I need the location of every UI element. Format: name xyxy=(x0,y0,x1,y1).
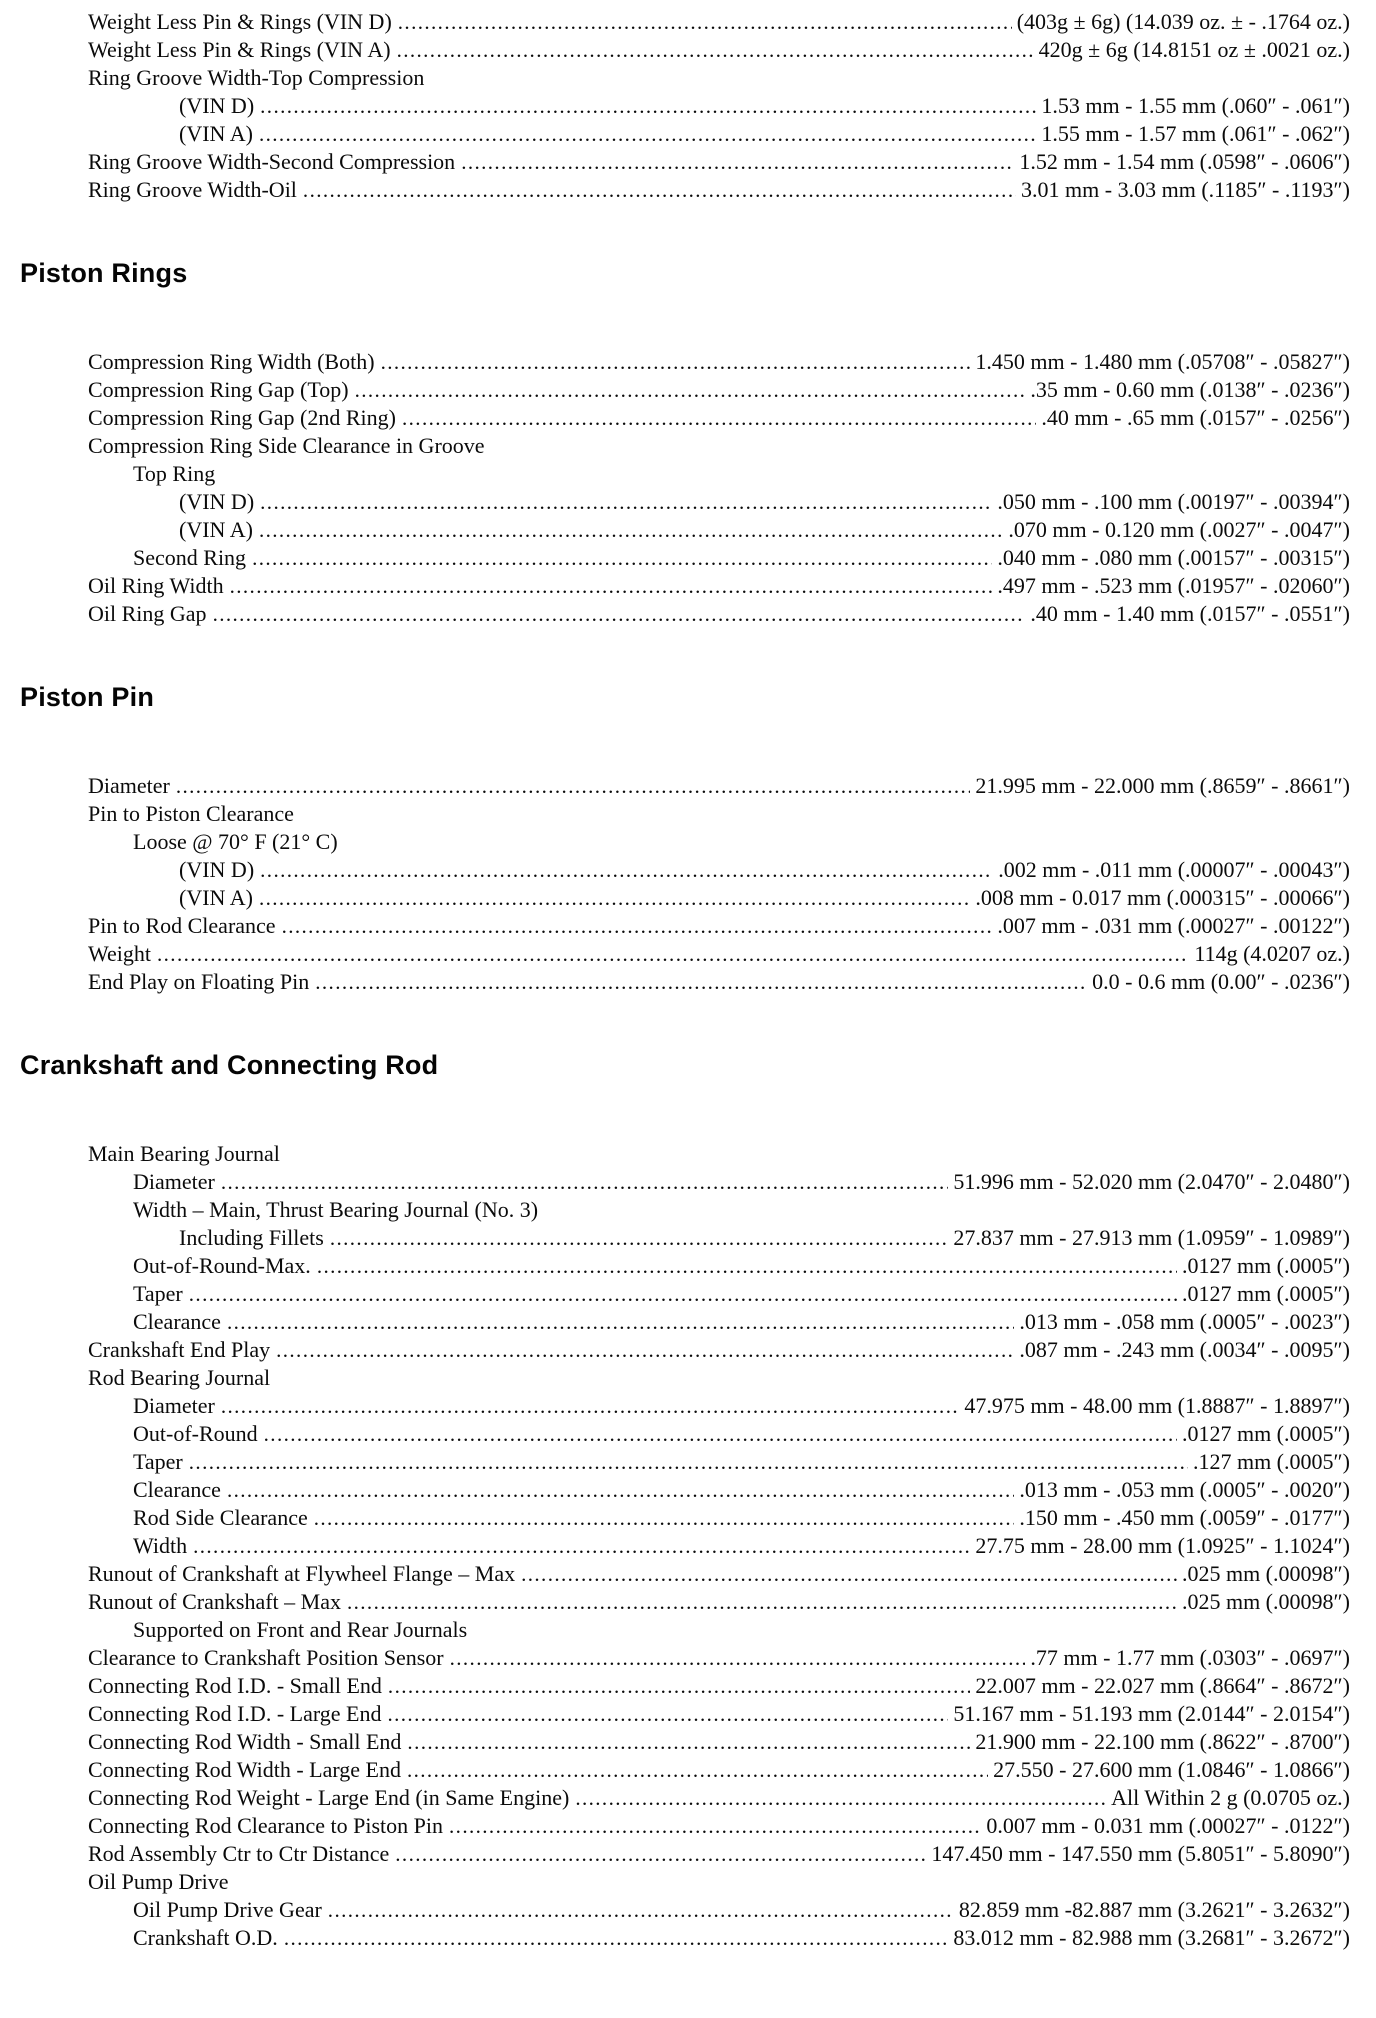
spec-value: .40 mm - .65 mm (.0157″ - .0256″) xyxy=(1041,405,1350,430)
spec-label: Rod Bearing Journal xyxy=(88,1365,271,1390)
spec-row xyxy=(0,148,1350,176)
spec-row xyxy=(0,36,1350,64)
spec-label: Compression Ring Side Clearance in Groove xyxy=(88,433,485,458)
dot-leader xyxy=(407,1756,988,1784)
spec-label: (VIN D) xyxy=(179,93,255,118)
spec-label: Clearance to Crankshaft Position Sensor xyxy=(88,1645,444,1670)
spec-row xyxy=(0,912,1350,940)
spec-value: 21.995 mm - 22.000 mm (.8659″ - .8661″) xyxy=(975,773,1350,798)
spec-row xyxy=(0,1336,1350,1364)
spec-label: Compression Ring Width (Both) xyxy=(88,349,375,374)
dot-leader xyxy=(388,1672,970,1700)
dot-leader xyxy=(575,1784,1106,1812)
spec-value: .35 mm - 0.60 mm (.0138″ - .0236″) xyxy=(1030,377,1350,402)
spec-value: 420g ± 6g (14.8151 oz ± .0021 oz.) xyxy=(1038,37,1350,62)
spec-value: 82.859 mm -82.887 mm (3.2621″ - 3.2632″) xyxy=(958,1897,1350,1922)
spec-value: .007 mm - .031 mm (.00027″ - .00122″) xyxy=(997,913,1350,938)
spec-value: 0.0 - 0.6 mm (0.00″ - .0236″) xyxy=(1092,969,1350,994)
spec-label: Second Ring xyxy=(133,545,247,570)
dot-leader xyxy=(276,1336,1014,1364)
spec-label: Connecting Rod Weight - Large End (in Same Engine) xyxy=(88,1785,570,1810)
dot-leader xyxy=(193,1532,970,1560)
dot-leader xyxy=(259,120,1036,148)
dot-leader xyxy=(213,600,1026,628)
spec-label: Connecting Rod Clearance to Piston Pin xyxy=(88,1813,444,1838)
spec-value: 114g (4.0207 oz.) xyxy=(1194,941,1350,966)
spec-row xyxy=(0,600,1350,628)
dot-leader xyxy=(221,1392,960,1420)
spec-label: Width xyxy=(133,1533,188,1558)
spec-row xyxy=(0,1196,1350,1224)
spec-label: Rod Side Clearance xyxy=(133,1505,308,1530)
spec-label: Runout of Crankshaft – Max xyxy=(88,1589,341,1614)
spec-value: .150 mm - .450 mm (.0059″ - .0177″) xyxy=(1019,1505,1350,1530)
spec-label: Connecting Rod I.D. - Large End xyxy=(88,1701,382,1726)
spec-value: (403g ± 6g) (14.039 oz. ± - .1764 oz.) xyxy=(1016,9,1350,34)
spec-label: Supported on Front and Rear Journals xyxy=(133,1617,468,1642)
spec-value: 47.975 mm - 48.00 mm (1.8887″ - 1.8897″) xyxy=(964,1393,1350,1418)
dot-leader xyxy=(381,348,971,376)
dot-leader xyxy=(252,544,992,572)
dot-leader xyxy=(315,968,1087,996)
spec-label: (VIN A) xyxy=(179,121,253,146)
spec-label: Clearance xyxy=(133,1477,221,1502)
spec-row xyxy=(0,968,1350,996)
spec-value: 83.012 mm - 82.988 mm (3.2681″ - 3.2672″) xyxy=(953,1925,1350,1950)
spec-row xyxy=(0,1308,1350,1336)
spec-value: .0127 mm (.0005″) xyxy=(1181,1281,1350,1306)
spec-row xyxy=(0,1448,1350,1476)
spec-row xyxy=(0,1504,1350,1532)
spec-row xyxy=(0,856,1350,884)
spec-value: .002 mm - .011 mm (.00007″ - .00043″) xyxy=(998,857,1350,882)
spec-value: 27.75 mm - 28.00 mm (1.0925″ - 1.1024″) xyxy=(975,1533,1350,1558)
spec-row xyxy=(0,1532,1350,1560)
spec-label: (VIN A) xyxy=(179,885,253,910)
spec-row xyxy=(0,8,1350,36)
spec-label: Ring Groove Width-Top Compression xyxy=(88,65,425,90)
spec-row xyxy=(0,460,1350,488)
spec-label: Pin to Piston Clearance xyxy=(88,801,294,826)
spec-value: 51.996 mm - 52.020 mm (2.0470″ - 2.0480″) xyxy=(953,1169,1350,1194)
spec-value: .127 mm (.0005″) xyxy=(1192,1449,1350,1474)
spec-row xyxy=(0,1700,1350,1728)
spec-row xyxy=(0,92,1350,120)
dot-leader xyxy=(330,1224,949,1252)
spec-row xyxy=(0,772,1350,800)
spec-label: Loose @ 70° F (21° C) xyxy=(133,829,338,854)
dot-leader xyxy=(314,1504,1015,1532)
spec-row xyxy=(0,1420,1350,1448)
spec-block xyxy=(0,8,1350,204)
dot-leader xyxy=(450,1644,1026,1672)
spec-row xyxy=(0,1868,1350,1896)
dot-leader xyxy=(260,856,993,884)
spec-label: Oil Pump Drive Gear xyxy=(133,1897,322,1922)
spec-value: .40 mm - 1.40 mm (.0157″ - .0551″) xyxy=(1030,601,1350,626)
spec-value: 27.837 mm - 27.913 mm (1.0959″ - 1.0989″) xyxy=(953,1225,1350,1250)
spec-row xyxy=(0,516,1350,544)
spec-label: Weight Less Pin & Rings (VIN A) xyxy=(88,37,391,62)
spec-label: Pin to Rod Clearance xyxy=(88,913,276,938)
dot-leader xyxy=(407,1728,970,1756)
spec-value: 1.53 mm - 1.55 mm (.060″ - .061″) xyxy=(1041,93,1350,118)
spec-value: .050 mm - .100 mm (.00197″ - .00394″) xyxy=(997,489,1350,514)
dot-leader xyxy=(282,912,993,940)
spec-label: Oil Ring Gap xyxy=(88,601,207,626)
spec-row xyxy=(0,488,1350,516)
dot-leader xyxy=(260,92,1036,120)
spec-row xyxy=(0,348,1350,376)
spec-label: Compression Ring Gap (2nd Ring) xyxy=(88,405,396,430)
spec-label: Taper xyxy=(133,1281,183,1306)
spec-row xyxy=(0,1672,1350,1700)
dot-leader xyxy=(395,1840,926,1868)
spec-value: .025 mm (.00098″) xyxy=(1181,1589,1350,1614)
spec-row xyxy=(0,884,1350,912)
spec-row xyxy=(0,432,1350,460)
dot-leader xyxy=(259,884,970,912)
dot-leader xyxy=(284,1924,949,1952)
spec-label: Crankshaft O.D. xyxy=(133,1925,278,1950)
spec-row xyxy=(0,1280,1350,1308)
spec-value: 51.167 mm - 51.193 mm (2.0144″ - 2.0154″) xyxy=(953,1701,1350,1726)
dot-leader xyxy=(461,148,1014,176)
spec-value: .497 mm - .523 mm (.01957″ - .02060″) xyxy=(997,573,1350,598)
dot-leader xyxy=(402,404,1036,432)
dot-leader xyxy=(189,1448,1188,1476)
dot-leader xyxy=(397,36,1034,64)
dot-leader xyxy=(264,1420,1177,1448)
spec-label: Oil Pump Drive xyxy=(88,1869,229,1894)
spec-row xyxy=(0,1756,1350,1784)
spec-label: Out-of-Round xyxy=(133,1421,258,1446)
spec-label: Ring Groove Width-Oil xyxy=(88,177,297,202)
spec-value: 0.007 mm - 0.031 mm (.00027″ - .0122″) xyxy=(986,1813,1350,1838)
spec-value: 1.55 mm - 1.57 mm (.061″ - .062″) xyxy=(1041,121,1350,146)
section-heading: Crankshaft and Connecting Rod xyxy=(20,1050,439,1080)
dot-leader xyxy=(328,1896,954,1924)
spec-label: Clearance xyxy=(133,1309,221,1334)
spec-row xyxy=(0,1252,1350,1280)
dot-leader xyxy=(355,376,1026,404)
spec-block xyxy=(0,772,1350,996)
spec-value: .77 mm - 1.77 mm (.0303″ - .0697″) xyxy=(1030,1645,1350,1670)
spec-row xyxy=(0,1812,1350,1840)
spec-value: .025 mm (.00098″) xyxy=(1181,1561,1350,1586)
spec-label: Weight xyxy=(88,941,151,966)
spec-row xyxy=(0,1560,1350,1588)
spec-row xyxy=(0,120,1350,148)
dot-leader xyxy=(387,1700,948,1728)
dot-leader xyxy=(260,488,992,516)
spec-row xyxy=(0,176,1350,204)
spec-row xyxy=(0,1476,1350,1504)
spec-label: Diameter xyxy=(133,1169,215,1194)
spec-value: .070 mm - 0.120 mm (.0027″ - .0047″) xyxy=(1008,517,1350,542)
spec-label: Diameter xyxy=(88,773,170,798)
spec-row xyxy=(0,64,1350,92)
spec-value: 3.01 mm - 3.03 mm (.1185″ - .1193″) xyxy=(1021,177,1350,202)
dot-leader xyxy=(303,176,1016,204)
spec-label: (VIN D) xyxy=(179,857,255,882)
spec-row xyxy=(0,1924,1350,1952)
spec-label: (VIN D) xyxy=(179,489,255,514)
spec-label: Width – Main, Thrust Bearing Journal (No. 3) xyxy=(133,1197,539,1222)
spec-value: .0127 mm (.0005″) xyxy=(1181,1421,1350,1446)
spec-label: Connecting Rod Width - Small End xyxy=(88,1729,402,1754)
spec-value: 1.450 mm - 1.480 mm (.05708″ - .05827″) xyxy=(975,349,1350,374)
dot-leader xyxy=(227,1308,1014,1336)
spec-row xyxy=(0,1644,1350,1672)
spec-label: Connecting Rod I.D. - Small End xyxy=(88,1673,382,1698)
spec-block xyxy=(0,348,1350,628)
spec-value: .013 mm - .058 mm (.0005″ - .0023″) xyxy=(1019,1309,1350,1334)
dot-leader xyxy=(347,1588,1177,1616)
spec-value: .040 mm - .080 mm (.00157″ - .00315″) xyxy=(997,545,1350,570)
spec-label: Ring Groove Width-Second Compression xyxy=(88,149,456,174)
spec-value: .008 mm - 0.017 mm (.000315″ - .00066″) xyxy=(975,885,1350,910)
spec-row xyxy=(0,544,1350,572)
spec-value: 21.900 mm - 22.100 mm (.8622″ - .8700″) xyxy=(975,1729,1350,1754)
dot-leader xyxy=(176,772,971,800)
spec-label: Top Ring xyxy=(133,461,216,486)
spec-row xyxy=(0,940,1350,968)
spec-row xyxy=(0,572,1350,600)
spec-label: End Play on Floating Pin xyxy=(88,969,310,994)
spec-label: Rod Assembly Ctr to Ctr Distance xyxy=(88,1841,390,1866)
spec-row xyxy=(0,1224,1350,1252)
spec-label: (VIN A) xyxy=(179,517,253,542)
spec-value: .087 mm - .243 mm (.0034″ - .0095″) xyxy=(1019,1337,1350,1362)
dot-leader xyxy=(398,8,1012,36)
spec-row xyxy=(0,1840,1350,1868)
dot-leader xyxy=(230,572,993,600)
spec-row xyxy=(0,404,1350,432)
spec-row xyxy=(0,376,1350,404)
spec-label: Diameter xyxy=(133,1393,215,1418)
spec-value: 1.52 mm - 1.54 mm (.0598″ - .0606″) xyxy=(1019,149,1350,174)
spec-row xyxy=(0,1728,1350,1756)
spec-label: Compression Ring Gap (Top) xyxy=(88,377,349,402)
spec-label: Out-of-Round-Max. xyxy=(133,1253,311,1278)
dot-leader xyxy=(157,940,1189,968)
dot-leader xyxy=(189,1280,1177,1308)
spec-row xyxy=(0,828,1350,856)
spec-label: Taper xyxy=(133,1449,183,1474)
spec-block xyxy=(0,1140,1350,1952)
spec-row xyxy=(0,1616,1350,1644)
spec-row xyxy=(0,1140,1350,1168)
spec-row xyxy=(0,1784,1350,1812)
spec-value: 22.007 mm - 22.027 mm (.8664″ - .8672″) xyxy=(975,1673,1350,1698)
spec-value: All Within 2 g (0.0705 oz.) xyxy=(1111,1785,1350,1810)
spec-row xyxy=(0,1896,1350,1924)
spec-label: Main Bearing Journal xyxy=(88,1141,280,1166)
spec-row xyxy=(0,1364,1350,1392)
spec-value: 27.550 - 27.600 mm (1.0846″ - 1.0866″) xyxy=(993,1757,1350,1782)
section-heading: Piston Pin xyxy=(20,682,155,712)
dot-leader xyxy=(521,1560,1177,1588)
dot-leader xyxy=(317,1252,1177,1280)
spec-label: Connecting Rod Width - Large End xyxy=(88,1757,401,1782)
spec-label: Runout of Crankshaft at Flywheel Flange – Max xyxy=(88,1561,516,1586)
spec-value: 147.450 mm - 147.550 mm (5.8051″ - 5.8090″) xyxy=(931,1841,1350,1866)
spec-value: .0127 mm (.0005″) xyxy=(1181,1253,1350,1278)
spec-row xyxy=(0,1168,1350,1196)
spec-row xyxy=(0,800,1350,828)
dot-leader xyxy=(227,1476,1014,1504)
spec-label: Oil Ring Width xyxy=(88,573,224,598)
dot-leader xyxy=(259,516,1003,544)
spec-row xyxy=(0,1588,1350,1616)
dot-leader xyxy=(221,1168,949,1196)
spec-label: Weight Less Pin & Rings (VIN D) xyxy=(88,9,392,34)
spec-value: .013 mm - .053 mm (.0005″ - .0020″) xyxy=(1019,1477,1350,1502)
spec-label: Crankshaft End Play xyxy=(88,1337,271,1362)
section-heading: Piston Rings xyxy=(20,258,188,288)
dot-leader xyxy=(449,1812,981,1840)
spec-row xyxy=(0,1392,1350,1420)
spec-label: Including Fillets xyxy=(179,1225,324,1250)
